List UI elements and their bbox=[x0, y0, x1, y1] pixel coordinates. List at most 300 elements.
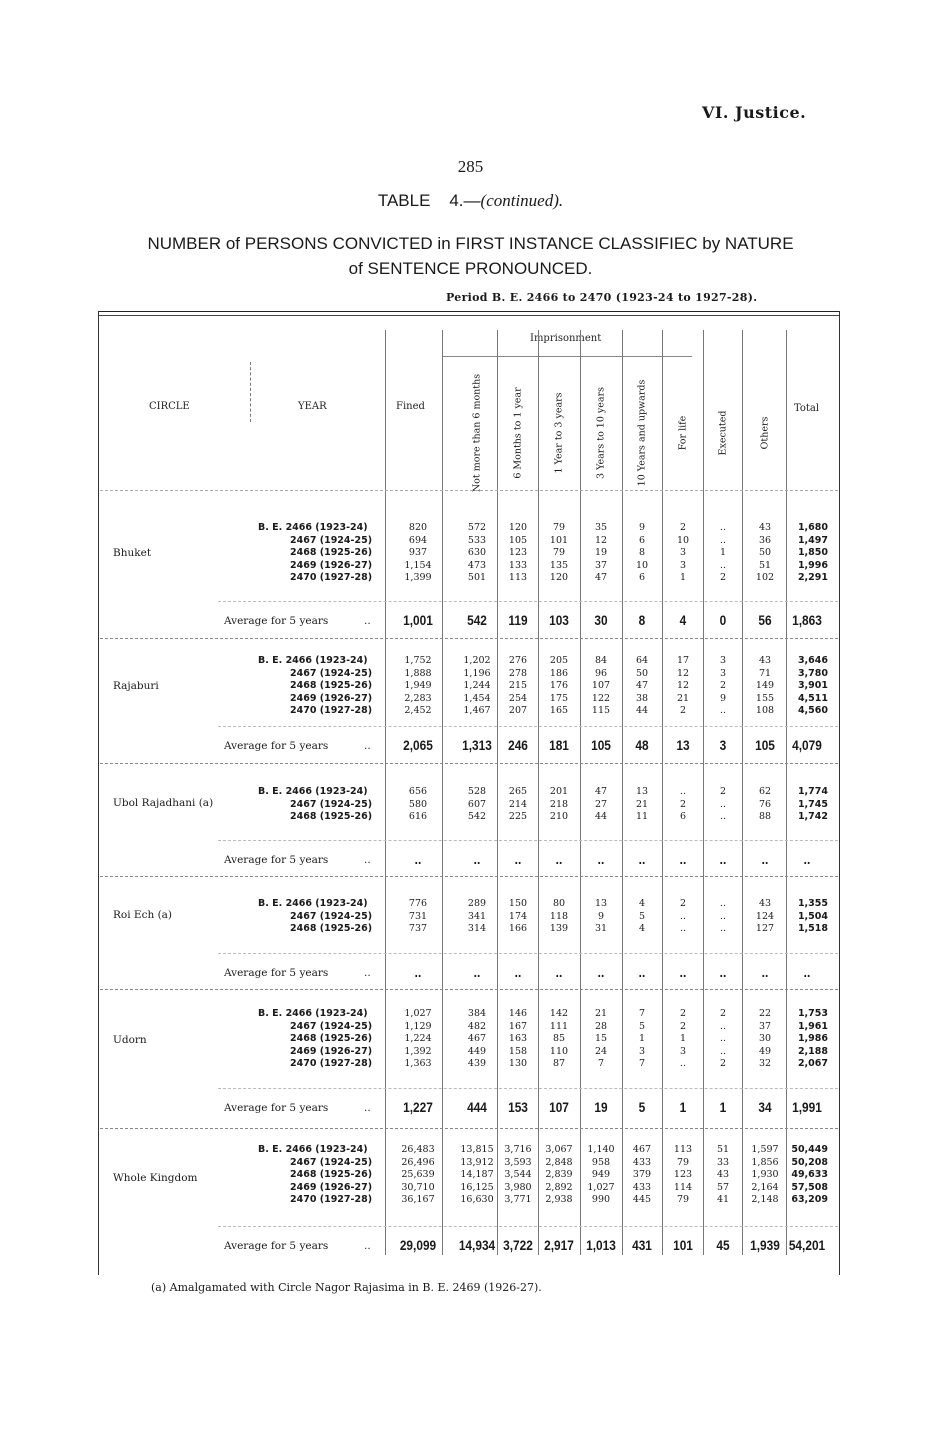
average-cell: 101 bbox=[673, 1238, 693, 1253]
data-cell: .. bbox=[719, 534, 727, 546]
data-cell: 9 bbox=[719, 692, 727, 704]
average-cell: 13 bbox=[676, 738, 690, 753]
data-cell: 123 bbox=[508, 547, 528, 559]
data-cell: 7 bbox=[597, 1058, 605, 1070]
average-cell: 1,013 bbox=[586, 1238, 616, 1253]
data-cell: .. bbox=[719, 910, 727, 922]
data-cell: 210 bbox=[549, 811, 569, 823]
data-cell: 122 bbox=[591, 692, 611, 704]
data-cell: 50 bbox=[758, 547, 772, 559]
header-circle: CIRCLE bbox=[149, 401, 190, 412]
data-cell: 110 bbox=[549, 1045, 569, 1057]
data-cell: 123 bbox=[673, 1169, 693, 1181]
data-cell: 174 bbox=[508, 910, 528, 922]
average-cell: 1 bbox=[679, 1100, 687, 1115]
data-cell: 433 bbox=[632, 1156, 652, 1168]
data-cell: 64 bbox=[635, 655, 649, 666]
data-cell: 118 bbox=[549, 910, 569, 922]
average-cell: .. bbox=[555, 965, 563, 980]
row-total: 1,680 bbox=[797, 522, 828, 533]
row-total: 1,497 bbox=[797, 534, 828, 546]
average-cell: .. bbox=[473, 965, 481, 980]
header-fined: Fined bbox=[396, 401, 425, 412]
average-cell: .. bbox=[414, 852, 422, 867]
header-col-2 bbox=[552, 388, 566, 478]
data-cell: 21 bbox=[635, 798, 649, 810]
grid-vline bbox=[786, 330, 787, 1255]
data-cell: 265 bbox=[508, 786, 528, 797]
average-cell: 19 bbox=[594, 1100, 608, 1115]
row-total: 50,449 bbox=[791, 1144, 828, 1155]
data-cell: 84 bbox=[594, 655, 608, 666]
data-cell: 146 bbox=[508, 1008, 528, 1019]
data-cell: 113 bbox=[673, 1144, 693, 1155]
data-cell: 2 bbox=[679, 522, 687, 533]
data-cell: 2 bbox=[679, 705, 687, 717]
year-label: 2467 (1924-25) bbox=[290, 1020, 373, 1032]
data-cell: .. bbox=[679, 786, 687, 797]
data-cell: 1,454 bbox=[463, 692, 491, 704]
data-cell: 80 bbox=[552, 898, 566, 909]
data-cell: 1,129 bbox=[404, 1020, 432, 1032]
data-cell: 276 bbox=[508, 655, 528, 666]
average-cell: .. bbox=[679, 852, 687, 867]
average-cell: 1,313 bbox=[462, 738, 492, 753]
average-cell: .. bbox=[638, 852, 646, 867]
table-number: 4.— bbox=[449, 191, 481, 210]
data-cell: 542 bbox=[467, 811, 487, 823]
year-label: B. E. 2466 (1923-24) bbox=[258, 1144, 368, 1155]
data-cell: 2 bbox=[719, 786, 727, 797]
data-cell: 76 bbox=[758, 798, 772, 810]
data-cell: 30,710 bbox=[401, 1181, 435, 1193]
average-label: Average for 5 years bbox=[224, 740, 329, 752]
data-cell: 12 bbox=[594, 534, 608, 546]
table-name bbox=[0, 191, 941, 211]
data-cell: 7 bbox=[638, 1058, 646, 1070]
average-cell: 444 bbox=[467, 1100, 487, 1115]
data-cell: 201 bbox=[549, 786, 569, 797]
header-col-5 bbox=[676, 388, 690, 478]
year-label: B. E. 2466 (1923-24) bbox=[258, 1008, 368, 1019]
data-cell: 114 bbox=[673, 1181, 693, 1193]
row-total: 63,209 bbox=[791, 1194, 828, 1206]
data-cell: 96 bbox=[594, 667, 608, 679]
section-rule bbox=[100, 638, 838, 639]
data-cell: 31 bbox=[594, 923, 608, 935]
average-cell: 105 bbox=[755, 738, 775, 753]
data-cell: 113 bbox=[508, 572, 528, 584]
data-cell: 1,027 bbox=[587, 1181, 615, 1193]
data-cell: .. bbox=[719, 811, 727, 823]
data-cell: 2,164 bbox=[751, 1181, 779, 1193]
data-cell: 25,639 bbox=[401, 1169, 435, 1181]
average-total: .. bbox=[803, 965, 811, 980]
data-cell: 225 bbox=[508, 811, 528, 823]
data-cell: 163 bbox=[508, 1033, 528, 1045]
data-cell: 30 bbox=[758, 1033, 772, 1045]
table-name-word: TABLE bbox=[377, 191, 431, 210]
average-label: Average for 5 years bbox=[224, 1240, 329, 1252]
data-cell: 6 bbox=[638, 572, 646, 584]
data-cell: 278 bbox=[508, 667, 528, 679]
data-cell: 1,949 bbox=[404, 680, 432, 692]
circle-name: Whole Kingdom bbox=[113, 1172, 198, 1184]
data-cell: 218 bbox=[549, 798, 569, 810]
data-cell: 2 bbox=[679, 798, 687, 810]
data-cell: 124 bbox=[755, 910, 775, 922]
average-label: Average for 5 years bbox=[224, 854, 329, 866]
header-col-0 bbox=[470, 373, 484, 493]
average-rule bbox=[218, 726, 838, 727]
row-total: 4,560 bbox=[797, 705, 828, 717]
data-cell: 3,067 bbox=[545, 1144, 573, 1155]
section-rule bbox=[100, 1128, 838, 1129]
average-cell: 34 bbox=[758, 1100, 772, 1115]
average-cell: .. bbox=[719, 852, 727, 867]
data-cell: 37 bbox=[758, 1020, 772, 1032]
data-cell: 2,148 bbox=[751, 1194, 779, 1206]
year-label: 2467 (1924-25) bbox=[290, 534, 373, 546]
row-total: 3,901 bbox=[797, 680, 828, 692]
data-cell: .. bbox=[719, 798, 727, 810]
data-cell: 820 bbox=[408, 522, 428, 533]
average-cell: 119 bbox=[508, 613, 528, 628]
data-cell: 2 bbox=[719, 680, 727, 692]
average-total: 4,079 bbox=[792, 738, 822, 753]
data-cell: 139 bbox=[549, 923, 569, 935]
average-cell: 153 bbox=[508, 1100, 528, 1115]
data-cell: 165 bbox=[549, 705, 569, 717]
row-total: 1,518 bbox=[797, 923, 828, 935]
average-dots: .. bbox=[364, 615, 371, 627]
data-cell: 2 bbox=[719, 1008, 727, 1019]
data-cell: 101 bbox=[549, 534, 569, 546]
data-cell: 10 bbox=[635, 559, 649, 571]
data-cell: 51 bbox=[758, 559, 772, 571]
data-cell: 47 bbox=[635, 680, 649, 692]
average-cell: .. bbox=[514, 852, 522, 867]
data-cell: 26,496 bbox=[401, 1156, 435, 1168]
year-label: 2468 (1925-26) bbox=[290, 547, 373, 559]
data-cell: 38 bbox=[635, 692, 649, 704]
data-cell: 1 bbox=[679, 572, 687, 584]
row-total: 1,774 bbox=[797, 786, 828, 797]
average-cell: 105 bbox=[591, 738, 611, 753]
data-cell: 1,392 bbox=[404, 1045, 432, 1057]
data-cell: 35 bbox=[594, 522, 608, 533]
data-cell: 445 bbox=[632, 1194, 652, 1206]
data-cell: 3 bbox=[719, 667, 727, 679]
row-total: 3,646 bbox=[797, 655, 828, 666]
data-cell: 27 bbox=[594, 798, 608, 810]
grid-vline bbox=[250, 362, 251, 422]
data-cell: 607 bbox=[467, 798, 487, 810]
data-cell: 43 bbox=[758, 898, 772, 909]
row-total: 1,742 bbox=[797, 811, 828, 823]
data-cell: 958 bbox=[591, 1156, 611, 1168]
average-cell: 0 bbox=[719, 613, 727, 628]
average-cell: 4 bbox=[679, 613, 687, 628]
year-label: 2468 (1925-26) bbox=[290, 811, 373, 823]
data-cell: 22 bbox=[758, 1008, 772, 1019]
data-cell: 3 bbox=[679, 1045, 687, 1057]
header-total: Total bbox=[794, 403, 820, 414]
table-title bbox=[60, 231, 881, 281]
average-rule bbox=[218, 1088, 838, 1089]
data-cell: 3 bbox=[719, 655, 727, 666]
average-cell: .. bbox=[473, 852, 481, 867]
section-rule bbox=[100, 876, 838, 877]
data-cell: 3 bbox=[679, 559, 687, 571]
data-cell: 2,283 bbox=[404, 692, 432, 704]
data-cell: 21 bbox=[676, 692, 690, 704]
data-cell: 62 bbox=[758, 786, 772, 797]
row-total: 3,780 bbox=[797, 667, 828, 679]
data-cell: 88 bbox=[758, 811, 772, 823]
year-label: B. E. 2466 (1923-24) bbox=[258, 655, 368, 666]
data-cell: 12 bbox=[676, 667, 690, 679]
data-cell: 731 bbox=[408, 910, 428, 922]
table-title-line2: of SENTENCE PRONOUNCED. bbox=[348, 259, 593, 278]
data-cell: 3,544 bbox=[504, 1169, 532, 1181]
data-cell: 616 bbox=[408, 811, 428, 823]
data-cell: 43 bbox=[758, 655, 772, 666]
year-label: 2469 (1926-27) bbox=[290, 559, 373, 571]
data-cell: 43 bbox=[758, 522, 772, 533]
data-cell: 467 bbox=[467, 1033, 487, 1045]
data-cell: 79 bbox=[552, 547, 566, 559]
data-cell: .. bbox=[719, 1020, 727, 1032]
data-cell: .. bbox=[719, 1045, 727, 1057]
average-dots: .. bbox=[364, 967, 371, 979]
circle-name: Rajaburi bbox=[113, 680, 159, 692]
data-cell: 1,752 bbox=[404, 655, 432, 666]
average-cell: 45 bbox=[716, 1238, 730, 1253]
data-cell: 85 bbox=[552, 1033, 566, 1045]
data-cell: 2,892 bbox=[545, 1181, 573, 1193]
data-cell: 1,196 bbox=[463, 667, 491, 679]
data-cell: 108 bbox=[755, 705, 775, 717]
average-label: Average for 5 years bbox=[224, 1102, 329, 1114]
average-cell: 3,722 bbox=[503, 1238, 533, 1253]
average-cell: 246 bbox=[508, 738, 528, 753]
average-cell: 14,934 bbox=[458, 1238, 496, 1253]
average-label: Average for 5 years bbox=[224, 615, 329, 627]
average-cell: 103 bbox=[549, 613, 569, 628]
year-label: B. E. 2466 (1923-24) bbox=[258, 522, 368, 533]
grid-vline bbox=[385, 330, 386, 1255]
header-col-label: 6 Months to 1 year bbox=[512, 387, 524, 479]
year-label: 2470 (1927-28) bbox=[290, 1058, 373, 1070]
data-cell: 1,224 bbox=[404, 1033, 432, 1045]
data-cell: 16,630 bbox=[460, 1194, 494, 1206]
data-cell: 289 bbox=[467, 898, 487, 909]
data-cell: 13 bbox=[635, 786, 649, 797]
average-cell: 3 bbox=[719, 738, 727, 753]
data-cell: 79 bbox=[676, 1156, 690, 1168]
data-cell: 9 bbox=[597, 910, 605, 922]
row-total: 1,961 bbox=[797, 1020, 828, 1032]
year-label: 2470 (1927-28) bbox=[290, 572, 373, 584]
data-cell: 5 bbox=[638, 1020, 646, 1032]
data-cell: 12 bbox=[676, 680, 690, 692]
header-col-label: Others bbox=[759, 416, 771, 450]
header-col-1 bbox=[511, 388, 525, 478]
section-rule bbox=[100, 989, 838, 990]
data-cell: 19 bbox=[594, 547, 608, 559]
data-cell: 50 bbox=[635, 667, 649, 679]
average-cell: 5 bbox=[638, 1100, 646, 1115]
row-total: 2,067 bbox=[797, 1058, 828, 1070]
data-cell: .. bbox=[719, 705, 727, 717]
data-cell: 9 bbox=[638, 522, 646, 533]
data-cell: 776 bbox=[408, 898, 428, 909]
average-cell: .. bbox=[719, 965, 727, 980]
data-cell: 28 bbox=[594, 1020, 608, 1032]
imprisonment-rule bbox=[442, 356, 692, 357]
data-cell: 572 bbox=[467, 522, 487, 533]
average-dots: .. bbox=[364, 740, 371, 752]
data-cell: 135 bbox=[549, 559, 569, 571]
year-label: B. E. 2466 (1923-24) bbox=[258, 898, 368, 909]
data-cell: .. bbox=[719, 923, 727, 935]
average-total: 1,991 bbox=[792, 1100, 822, 1115]
data-cell: 3 bbox=[679, 547, 687, 559]
data-cell: 1 bbox=[638, 1033, 646, 1045]
data-cell: 215 bbox=[508, 680, 528, 692]
average-cell: 29,099 bbox=[399, 1238, 437, 1253]
header-col-6 bbox=[716, 388, 730, 478]
data-cell: 501 bbox=[467, 572, 487, 584]
data-cell: 207 bbox=[508, 705, 528, 717]
average-cell: .. bbox=[597, 852, 605, 867]
data-cell: 937 bbox=[408, 547, 428, 559]
data-cell: 2 bbox=[679, 1008, 687, 1019]
year-label: 2467 (1924-25) bbox=[290, 1156, 373, 1168]
data-cell: 155 bbox=[755, 692, 775, 704]
header-col-7 bbox=[758, 388, 772, 478]
data-cell: 149 bbox=[755, 680, 775, 692]
average-cell: .. bbox=[679, 965, 687, 980]
header-rule bbox=[100, 490, 838, 491]
data-cell: 17 bbox=[676, 655, 690, 666]
data-cell: 694 bbox=[408, 534, 428, 546]
data-cell: 341 bbox=[467, 910, 487, 922]
data-cell: 102 bbox=[755, 572, 775, 584]
data-cell: 1 bbox=[719, 547, 727, 559]
data-cell: 314 bbox=[467, 923, 487, 935]
average-cell: .. bbox=[597, 965, 605, 980]
data-cell: 6 bbox=[679, 811, 687, 823]
data-cell: 127 bbox=[755, 923, 775, 935]
average-cell: 107 bbox=[549, 1100, 569, 1115]
data-cell: 133 bbox=[508, 559, 528, 571]
data-cell: 1,856 bbox=[751, 1156, 779, 1168]
header-col-label: 10 Years and upwards bbox=[636, 379, 648, 487]
data-cell: .. bbox=[719, 522, 727, 533]
data-cell: 4 bbox=[638, 923, 646, 935]
data-cell: .. bbox=[679, 923, 687, 935]
data-cell: 1,399 bbox=[404, 572, 432, 584]
data-cell: 990 bbox=[591, 1194, 611, 1206]
data-cell: 2,452 bbox=[404, 705, 432, 717]
data-cell: 3,980 bbox=[504, 1181, 532, 1193]
data-cell: 13,912 bbox=[460, 1156, 494, 1168]
year-label: 2467 (1924-25) bbox=[290, 667, 373, 679]
data-cell: 115 bbox=[591, 705, 611, 717]
header-col-label: For life bbox=[677, 415, 689, 451]
section-rule bbox=[100, 763, 838, 764]
average-cell: 542 bbox=[467, 613, 487, 628]
data-cell: 14,187 bbox=[460, 1169, 494, 1181]
year-label: 2468 (1925-26) bbox=[290, 923, 373, 935]
data-cell: 214 bbox=[508, 798, 528, 810]
row-total: 1,504 bbox=[797, 910, 828, 922]
data-cell: 13 bbox=[594, 898, 608, 909]
average-cell: 56 bbox=[758, 613, 772, 628]
average-cell: 48 bbox=[635, 738, 649, 753]
data-cell: 107 bbox=[591, 680, 611, 692]
data-cell: 205 bbox=[549, 655, 569, 666]
data-cell: 1,244 bbox=[463, 680, 491, 692]
data-cell: 3,771 bbox=[504, 1194, 532, 1206]
data-cell: 4 bbox=[638, 898, 646, 909]
row-total: 2,291 bbox=[797, 572, 828, 584]
row-total: 1,745 bbox=[797, 798, 828, 810]
data-cell: 449 bbox=[467, 1045, 487, 1057]
average-cell: .. bbox=[761, 965, 769, 980]
data-cell: 166 bbox=[508, 923, 528, 935]
header-col-4 bbox=[635, 379, 649, 487]
data-cell: 142 bbox=[549, 1008, 569, 1019]
average-rule bbox=[218, 1226, 838, 1227]
header-col-label: Not more than 6 months bbox=[471, 373, 483, 493]
average-cell: 8 bbox=[638, 613, 646, 628]
header-col-label: Executed bbox=[717, 410, 729, 456]
data-cell: 11 bbox=[635, 811, 649, 823]
data-cell: 8 bbox=[638, 547, 646, 559]
data-cell: 473 bbox=[467, 559, 487, 571]
data-cell: 1 bbox=[679, 1033, 687, 1045]
data-cell: 105 bbox=[508, 534, 528, 546]
data-cell: 2 bbox=[719, 1058, 727, 1070]
average-total: 1,863 bbox=[792, 613, 822, 628]
data-cell: 2 bbox=[679, 1020, 687, 1032]
data-cell: 79 bbox=[552, 522, 566, 533]
data-cell: 150 bbox=[508, 898, 528, 909]
table-continued: (continued). bbox=[480, 191, 564, 210]
data-cell: 21 bbox=[594, 1008, 608, 1019]
data-cell: 1,467 bbox=[463, 705, 491, 717]
average-cell: 431 bbox=[632, 1238, 652, 1253]
data-cell: 1,202 bbox=[463, 655, 491, 666]
data-cell: .. bbox=[679, 910, 687, 922]
row-total: 4,511 bbox=[797, 692, 828, 704]
year-label: 2469 (1926-27) bbox=[290, 1045, 373, 1057]
data-cell: 1,930 bbox=[751, 1169, 779, 1181]
data-cell: .. bbox=[719, 559, 727, 571]
row-total: 1,355 bbox=[797, 898, 828, 909]
data-cell: 2,848 bbox=[545, 1156, 573, 1168]
data-cell: 87 bbox=[552, 1058, 566, 1070]
data-cell: 15 bbox=[594, 1033, 608, 1045]
data-cell: 3 bbox=[638, 1045, 646, 1057]
header-col-label: 3 Years to 10 years bbox=[595, 387, 607, 479]
data-cell: 1,140 bbox=[587, 1144, 615, 1155]
header-year: YEAR bbox=[298, 401, 327, 412]
year-label: 2467 (1924-25) bbox=[290, 910, 373, 922]
